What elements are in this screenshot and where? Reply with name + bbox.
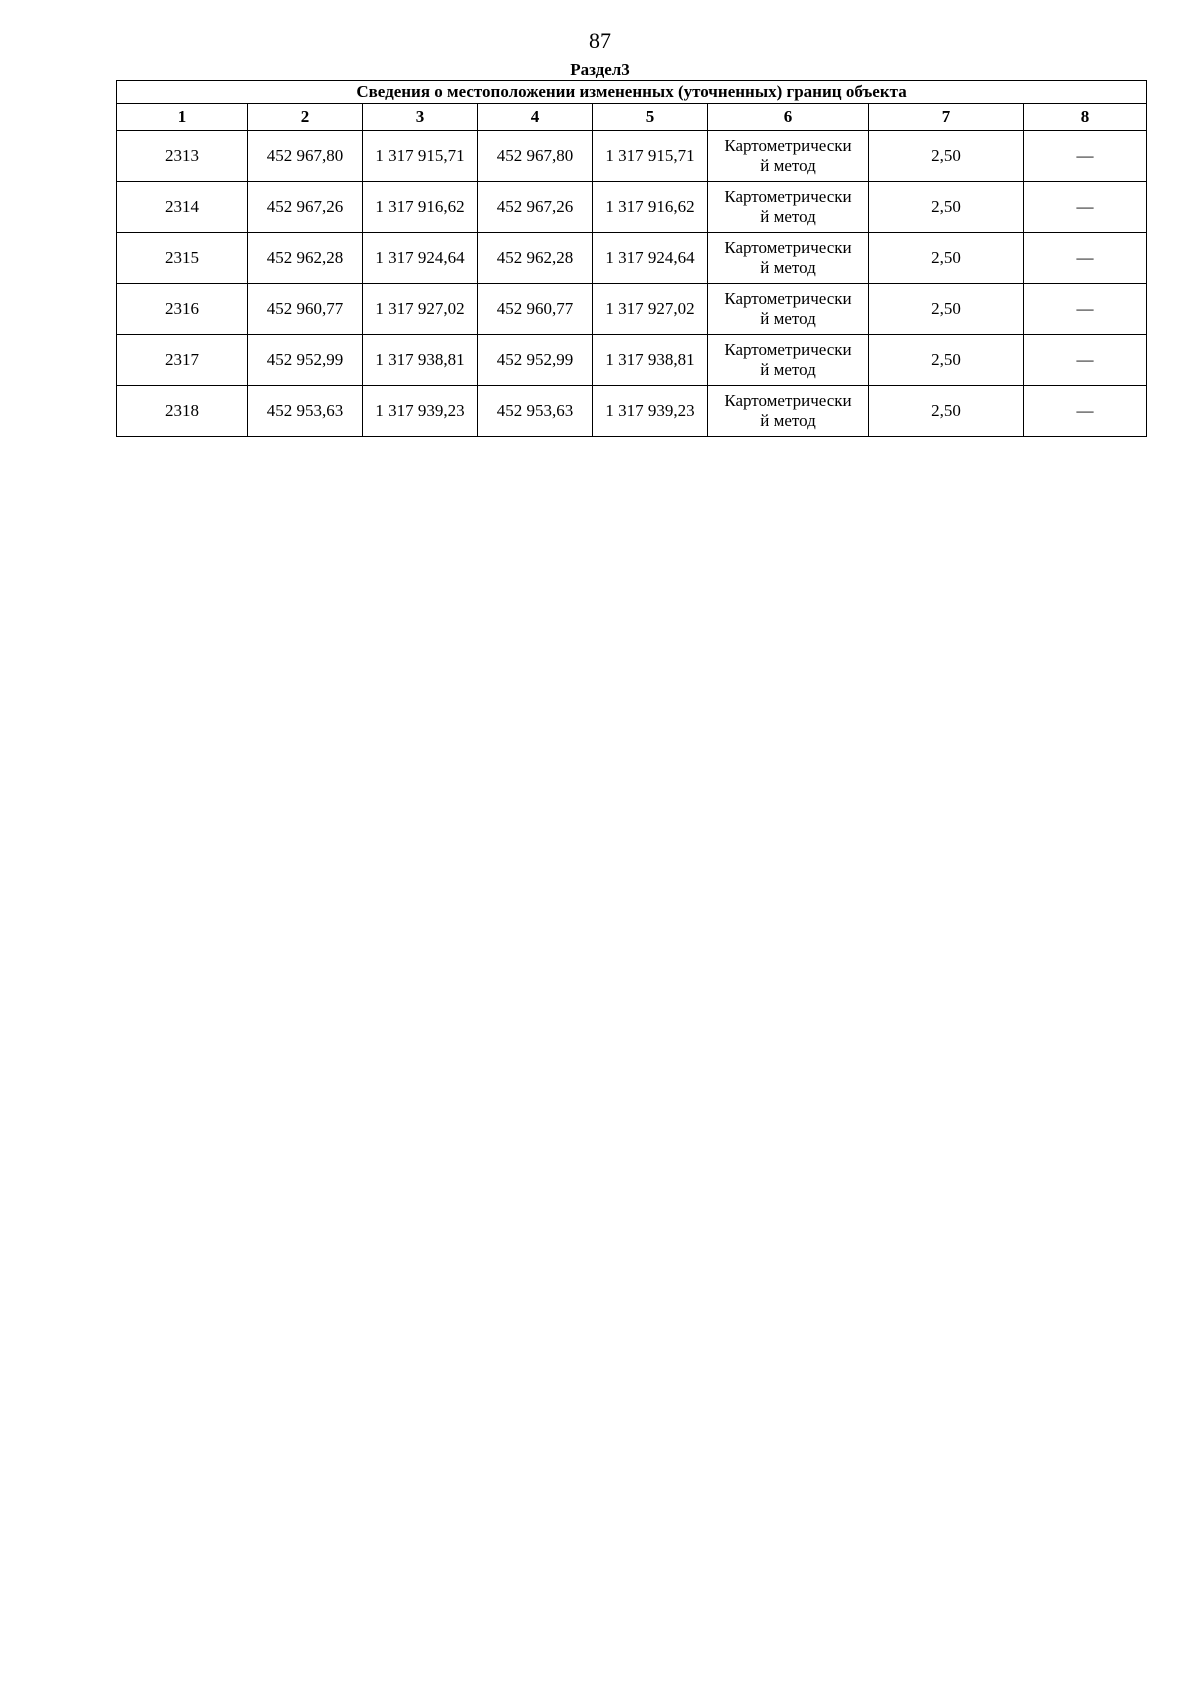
method-line-1: Картометрически bbox=[724, 238, 852, 257]
table-row bbox=[117, 386, 1147, 437]
method-line-1: Картометрически bbox=[724, 187, 852, 206]
new-x: 452 967,80 bbox=[478, 131, 593, 182]
method-cell bbox=[708, 386, 869, 437]
column-number: 1 bbox=[117, 104, 248, 131]
accuracy: 2,50 bbox=[869, 131, 1024, 182]
description: — bbox=[1024, 233, 1147, 284]
existing-x: 452 960,77 bbox=[248, 284, 363, 335]
existing-y: 1 317 938,81 bbox=[363, 335, 478, 386]
method-cell bbox=[708, 284, 869, 335]
table-row bbox=[117, 182, 1147, 233]
existing-x: 452 952,99 bbox=[248, 335, 363, 386]
boundary-coordinates-table bbox=[116, 80, 1147, 437]
new-x: 452 967,26 bbox=[478, 182, 593, 233]
description: — bbox=[1024, 131, 1147, 182]
existing-x: 452 953,63 bbox=[248, 386, 363, 437]
description: — bbox=[1024, 182, 1147, 233]
page-number: 87 bbox=[589, 28, 611, 53]
table-row bbox=[117, 284, 1147, 335]
new-x: 452 962,28 bbox=[478, 233, 593, 284]
table-row bbox=[117, 233, 1147, 284]
method-line-1: Картометрически bbox=[724, 340, 852, 359]
column-number: 3 bbox=[363, 104, 478, 131]
accuracy: 2,50 bbox=[869, 284, 1024, 335]
method-line-2: й метод bbox=[760, 309, 816, 328]
description: — bbox=[1024, 335, 1147, 386]
accuracy: 2,50 bbox=[869, 335, 1024, 386]
existing-y: 1 317 927,02 bbox=[363, 284, 478, 335]
new-y: 1 317 915,71 bbox=[593, 131, 708, 182]
table-row bbox=[117, 335, 1147, 386]
existing-y: 1 317 939,23 bbox=[363, 386, 478, 437]
new-x: 452 953,63 bbox=[478, 386, 593, 437]
column-number: 8 bbox=[1024, 104, 1147, 131]
description: — bbox=[1024, 284, 1147, 335]
existing-x: 452 967,26 bbox=[248, 182, 363, 233]
point-number: 2318 bbox=[117, 386, 248, 437]
column-number: 7 bbox=[869, 104, 1024, 131]
point-number: 2314 bbox=[117, 182, 248, 233]
existing-y: 1 317 924,64 bbox=[363, 233, 478, 284]
new-y: 1 317 916,62 bbox=[593, 182, 708, 233]
existing-x: 452 967,80 bbox=[248, 131, 363, 182]
method-line-1: Картометрически bbox=[724, 391, 852, 410]
method-cell bbox=[708, 182, 869, 233]
new-y: 1 317 939,23 bbox=[593, 386, 708, 437]
table-caption: Сведения о местоположении измененных (уточненных) границ объекта bbox=[117, 81, 1147, 104]
column-number: 4 bbox=[478, 104, 593, 131]
accuracy: 2,50 bbox=[869, 182, 1024, 233]
new-y: 1 317 924,64 bbox=[593, 233, 708, 284]
existing-y: 1 317 916,62 bbox=[363, 182, 478, 233]
column-number: 6 bbox=[708, 104, 869, 131]
existing-x: 452 962,28 bbox=[248, 233, 363, 284]
method-line-2: й метод bbox=[760, 258, 816, 277]
method-line-2: й метод bbox=[760, 207, 816, 226]
accuracy: 2,50 bbox=[869, 386, 1024, 437]
new-x: 452 960,77 bbox=[478, 284, 593, 335]
method-cell bbox=[708, 233, 869, 284]
new-x: 452 952,99 bbox=[478, 335, 593, 386]
method-line-2: й метод bbox=[760, 411, 816, 430]
method-line-1: Картометрически bbox=[724, 136, 852, 155]
point-number: 2316 bbox=[117, 284, 248, 335]
table-row bbox=[117, 131, 1147, 182]
method-cell bbox=[708, 335, 869, 386]
point-number: 2313 bbox=[117, 131, 248, 182]
section-title: Раздел3 bbox=[570, 60, 630, 79]
method-line-2: й метод bbox=[760, 360, 816, 379]
column-number: 5 bbox=[593, 104, 708, 131]
new-y: 1 317 927,02 bbox=[593, 284, 708, 335]
description: — bbox=[1024, 386, 1147, 437]
point-number: 2317 bbox=[117, 335, 248, 386]
accuracy: 2,50 bbox=[869, 233, 1024, 284]
column-number: 2 bbox=[248, 104, 363, 131]
method-cell bbox=[708, 131, 869, 182]
existing-y: 1 317 915,71 bbox=[363, 131, 478, 182]
new-y: 1 317 938,81 bbox=[593, 335, 708, 386]
method-line-1: Картометрически bbox=[724, 289, 852, 308]
point-number: 2315 bbox=[117, 233, 248, 284]
method-line-2: й метод bbox=[760, 156, 816, 175]
